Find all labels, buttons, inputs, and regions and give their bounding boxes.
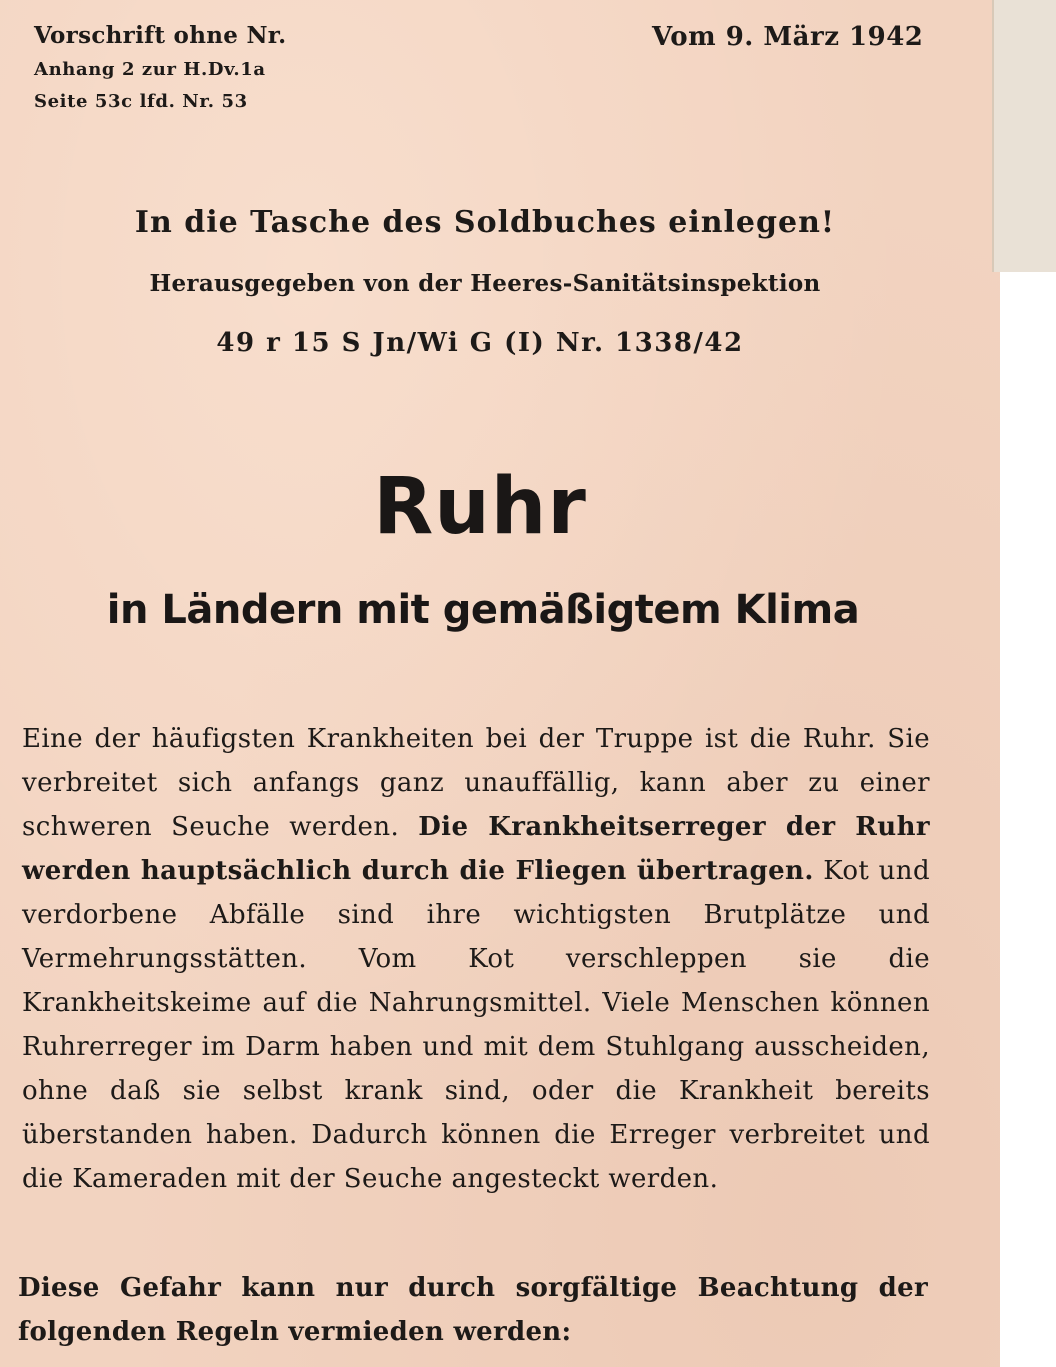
page-reference: Seite 53c lfd. Nr. 53 [34,91,248,112]
body-text-emphasis: Die Krankheitserreger der Ruhr werden hauptsächlich durch die Fliegen übertragen. [22,812,931,886]
document-date: Vom 9. März 1942 [652,22,924,52]
background-margin [1000,272,1056,1367]
regulation-header [34,18,286,118]
instruction-line: In die Tasche des Soldbuches einlegen! [134,205,836,240]
appendix-label: Anhang 2 zur H.Dv.1a [34,59,266,80]
warning-paragraph: Diese Gefahr kann nur durch sorgfältige Beachtung der folgenden Regeln vermieden werden: [18,1273,928,1347]
regulation-label: Vorschrift ohne Nr. [34,22,287,49]
file-reference: 49 r 15 S Jn/Wi G (I) Nr. 1338/42 [216,328,744,358]
publisher-line: Herausgegeben von der Heeres-Sanitätsinspektion [149,270,821,297]
paper-edge-strip [992,0,1056,272]
body-text-intro: Eine der häufigsten Krankheiten bei der Truppe ist die Ruhr. Sie verbreitet sich anfangs ganz unauffällig, kann aber zu einer schweren Seuche werden. [22,724,930,842]
body-text-details: Kot und verdorbene Abfälle sind ihre wichtigsten Brutplätze und Vermehrungsstätten. Vom Kot verschleppen sie die Krankheitskeime auf die Nahrungsmittel. Viele Menschen können Ruhrerreger im Darm haben und mit dem Stuhlgang ausscheiden, ohne daß sie selbst krank sind, oder die Krankheit bereits überstanden haben. Dadurch können die Erreger verbreitet und die Kameraden mit der Seuche angesteckt werden. [22,856,930,1194]
body-paragraph [22,717,930,1201]
page-subtitle: in Ländern mit gemäßigtem Klima [106,587,860,633]
page-title: Ruhr [373,462,587,552]
